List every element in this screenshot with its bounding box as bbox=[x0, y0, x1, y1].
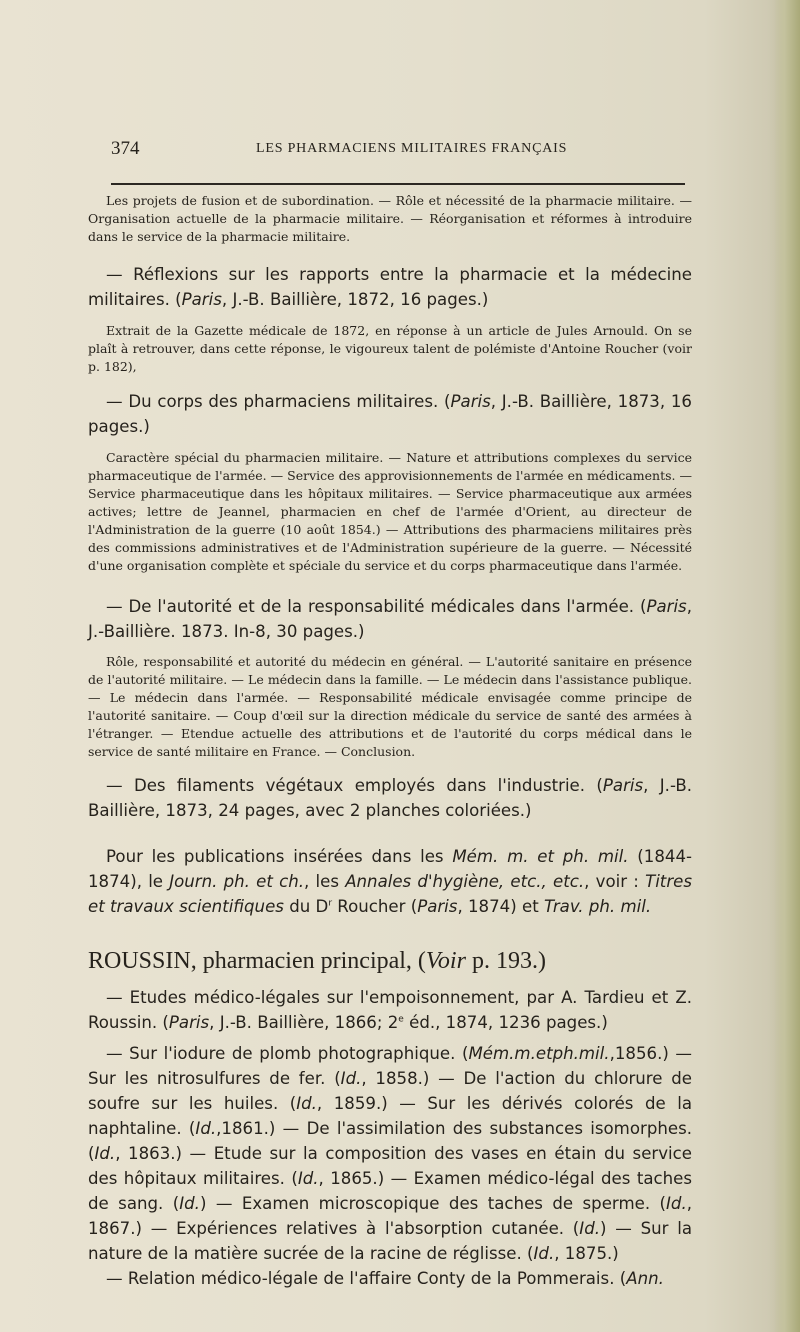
entry-italic: Id. bbox=[195, 1119, 217, 1138]
entry-text: , J.-B. Baillière, 1866; 2 bbox=[209, 1013, 399, 1032]
entry-summary: Rôle, responsabilité et autorité du médecin en général. — L'autorité sanitaire en présence de l'autorité militaire. — Le médecin dans la famille. — Le médecin dans l'assistance publique. — Le médecin dans l'armée. — Responsabilité médicale envisagée comme principe de l'autorité sanitaire. — Coup d'œil sur la direction médicale du service de santé des armées à l'étranger. — Etendue actuelle des attributions et de l'autorité du corps médical dans le service de santé militaire en France. — Conclusion. bbox=[88, 654, 692, 759]
entry-italic: Id. bbox=[297, 1169, 319, 1188]
entry-title: — De l'autorité et de la responsabilité médicales dans l'armée. bbox=[106, 597, 635, 616]
entry-italic: Id. bbox=[666, 1194, 687, 1213]
entry-text: éd., 1874, 1236 pages.) bbox=[403, 1013, 608, 1032]
note-text: , 1874) et bbox=[457, 897, 544, 916]
entry-italic: Id. bbox=[94, 1144, 116, 1163]
entry-text: , 1867.) — Expériences relatives à l'absorption cutanée. ( bbox=[88, 1194, 692, 1238]
entry-text: ) — Sur la nature de la matière sucrée de la racine de réglisse. ( bbox=[88, 1219, 692, 1263]
heading-italic: Voir bbox=[425, 948, 466, 974]
entry-place: Paris bbox=[602, 776, 644, 795]
entry-italic: Id. bbox=[296, 1094, 317, 1113]
note-italic: Titres et travaux scientifiques bbox=[88, 872, 692, 916]
entry-summary: Caractère spécial du pharmacien militaire. — Nature et attributions complexes du service pharmaceutique de l'armée. — Service des approvisionnements de l'armée en médicaments. — Service pharmaceutique dans les hôpitaux militaires. — Service pharmaceutique aux armées actives; lettre de Jeannel, pharmacien en chef de l'armée d'Orient, au directeur de l'Administration de la guerre (10 août 1854.) — Attributions des pharmaciens militaires près des commissions administratives et de l'Administration supérieure de la guerre. — Nécessité d'une organisation complète et spéciale du service et du corps pharmaceutique dans l'armée. bbox=[88, 450, 692, 573]
entry-place: Paris bbox=[181, 290, 222, 309]
page-number: 374 bbox=[111, 138, 140, 159]
entry-corps-pharmaciens: — Du corps des pharmaciens militaires. (Paris, J.-B. Baillière, 1873, 16 pages.) bbox=[88, 392, 692, 436]
entry-italic: Id. bbox=[179, 1194, 200, 1213]
intro-summary: Les projets de fusion et de subordination. — Rôle et nécessité de la pharmacie militaire. — Organisation actuelle de la pharmacie militaire. — Réorganisation et réformes à introduire dans le service de la pharmacie militaire. bbox=[88, 193, 692, 244]
page-body bbox=[88, 192, 692, 1291]
note-italic: Journ. ph. et ch. bbox=[169, 872, 305, 891]
entry-reflexions: — Réflexions sur les rapports entre la pharmacie et la médecine militaires. (Paris, J.-B. Baillière, 1872, 16 pages.) bbox=[88, 265, 692, 309]
entry-italic: Id. bbox=[579, 1219, 600, 1238]
roussin-entry-empoisonnement bbox=[88, 985, 692, 1035]
entry-text: — Sur l'iodure de plomb photographique. ( bbox=[106, 1044, 469, 1063]
note-italic: Paris bbox=[417, 897, 458, 916]
entry-publisher: , J.-Baillière. 1873. In-8, 30 pages.) bbox=[88, 597, 692, 641]
entry-text: , 1865.) — Examen médico-légal des taches de sang. ( bbox=[88, 1169, 692, 1213]
running-title: LES PHARMACIENS MILITAIRES FRANÇAIS bbox=[256, 141, 568, 156]
note-text: (1844-1874), le bbox=[88, 847, 692, 891]
entry-filaments-vegetaux: — Des filaments végétaux employés dans l'industrie. (Paris, J.-B. Baillière, 1873, 24 pages, avec 2 planches coloriées.) bbox=[88, 776, 693, 820]
entry-publisher: , J.-B. Baillière, 1873, 24 pages, avec 2 planches coloriées.) bbox=[88, 776, 693, 820]
entry-place: Paris bbox=[450, 392, 491, 411]
entry-place: Paris bbox=[646, 597, 687, 616]
entry-text: , 1875.) bbox=[554, 1244, 619, 1263]
entry-title: — Réflexions sur les rapports entre la pharmacie et la médecine militaires. bbox=[88, 265, 692, 309]
note-text: , les bbox=[304, 872, 346, 891]
heading-text: ROUSSIN, pharmacien principal, ( bbox=[88, 948, 426, 974]
page-header bbox=[111, 138, 681, 160]
entry-autorite-medicale: — De l'autorité et de la responsabilité médicales dans l'armée. (Paris, J.-Baillière. 1873. In-8, 30 pages.) bbox=[88, 597, 692, 641]
entry-italic: Id. bbox=[533, 1244, 555, 1263]
note-italic: Annales d'hygiène, etc., etc. bbox=[345, 872, 585, 891]
header-rule bbox=[111, 183, 685, 185]
entry-italic: Mém.m.etph.mil. bbox=[468, 1044, 610, 1063]
entry-italic: Ann. bbox=[626, 1269, 664, 1288]
entry-text: — Etudes médico-légales sur l'empoisonnement, par A. Tardieu et Z. Roussin. ( bbox=[88, 988, 692, 1032]
entry-text: ) — Examen microscopique des taches de sperme. ( bbox=[199, 1194, 667, 1213]
note-text: Roucher ( bbox=[332, 897, 418, 916]
entry-italic: Id. bbox=[340, 1069, 362, 1088]
entry-superscript: e bbox=[398, 1014, 404, 1025]
note-italic: Trav. ph. mil. bbox=[543, 897, 652, 916]
roussin-heading bbox=[88, 946, 692, 976]
note-superscript: r bbox=[328, 898, 333, 909]
publications-note bbox=[88, 844, 692, 919]
roussin-entry-pommerais bbox=[88, 1266, 692, 1291]
entry-publisher: , J.-B. Baillière, 1873, 16 pages.) bbox=[88, 392, 692, 436]
entry-text: , 1863.) — Etude sur la composition des vases en étain du service des hôpitaux militaires. ( bbox=[88, 1144, 692, 1188]
entry-text: , 1859.) — Sur les dérivés colorés de la naphtaline. ( bbox=[88, 1094, 692, 1138]
note-italic: Mém. m. et ph. mil. bbox=[452, 847, 629, 866]
heading-text: p. 193.) bbox=[465, 948, 546, 974]
entry-text: , 1858.) — De l'action du chlorure de soufre sur les huiles. ( bbox=[88, 1069, 692, 1113]
note-text: du D bbox=[283, 897, 329, 916]
note-text: , voir : bbox=[584, 872, 646, 891]
page-edge-shadow bbox=[774, 0, 800, 1332]
entry-italic: Paris bbox=[168, 1013, 210, 1032]
entry-text: — Relation médico-légale de l'affaire Conty de la Pommerais. ( bbox=[106, 1269, 627, 1288]
roussin-entry-articles bbox=[88, 1041, 692, 1266]
entry-title: — Des filaments végétaux employés dans l'industrie. bbox=[106, 776, 586, 795]
entry-text: ,1861.) — De l'assimilation des substances isomorphes. ( bbox=[88, 1119, 692, 1163]
entry-summary: Extrait de la Gazette médicale de 1872, en réponse à un article de Jules Arnould. On se plaît à retrouver, dans cette réponse, le vigoureux talent de polémiste d'Antoine Roucher (voir p. 182), bbox=[88, 323, 692, 374]
note-text: Pour les publications insérées dans les bbox=[106, 847, 453, 866]
entry-text: ,1856.) — Sur les nitrosulfures de fer. ( bbox=[88, 1044, 692, 1088]
entry-title: — Du corps des pharmaciens militaires. bbox=[106, 392, 439, 411]
entry-publisher: , J.-B. Baillière, 1872, 16 pages.) bbox=[221, 290, 489, 309]
